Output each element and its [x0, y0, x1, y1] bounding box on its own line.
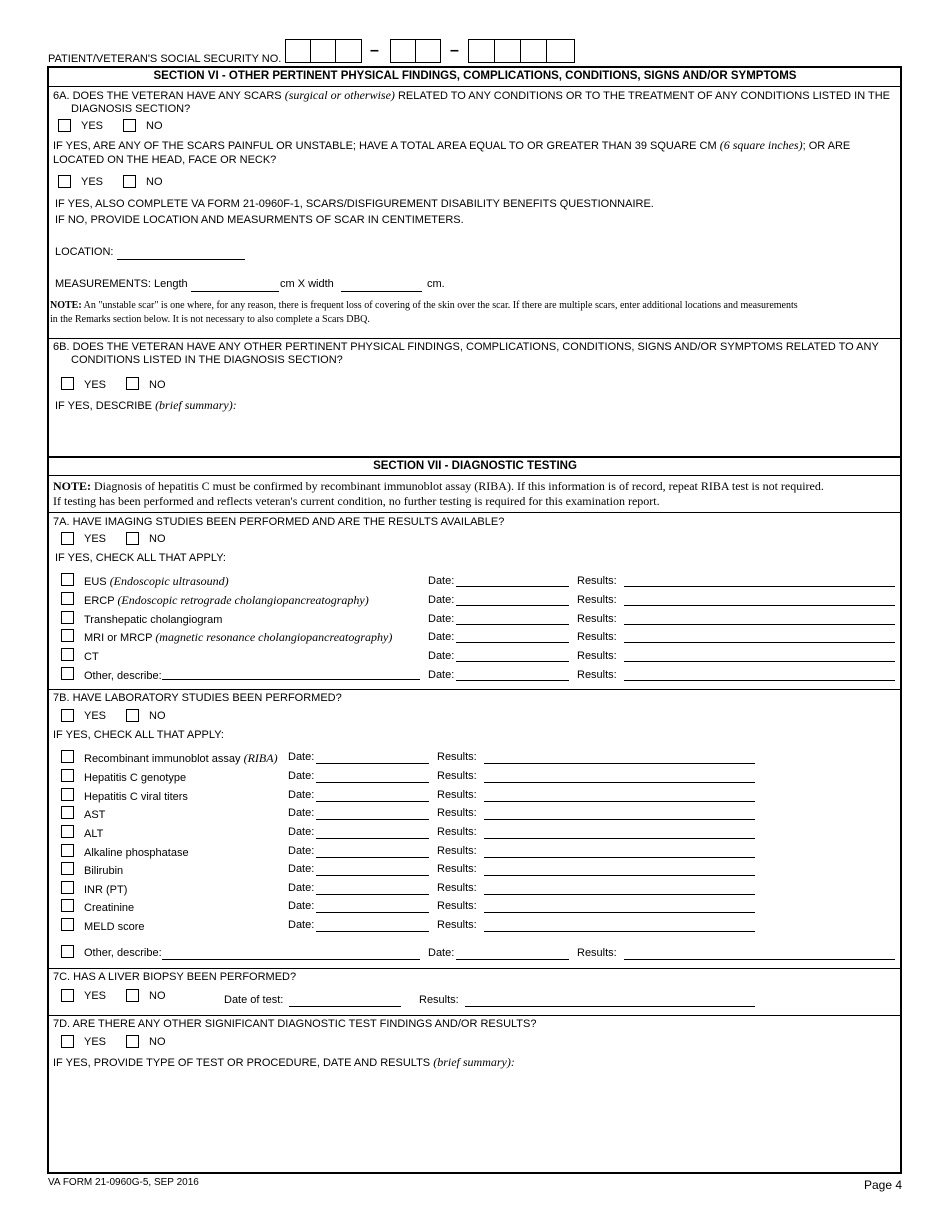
imaging-item-label: Transhepatic cholangiogram — [84, 614, 223, 626]
lab-item-label: MELD score — [84, 921, 145, 933]
q6b-no-label: NO — [149, 379, 166, 391]
q6b-yes-checkbox[interactable] — [61, 377, 74, 390]
q7c-no-checkbox[interactable] — [126, 989, 139, 1002]
lab-results-label: Results: — [437, 807, 477, 819]
location-field[interactable] — [117, 259, 245, 260]
imaging-results-field[interactable] — [624, 624, 895, 625]
q6a-instruction-yes: IF YES, ALSO COMPLETE VA FORM 21-0960F-1, SCARS/DISFIGUREMENT DISABILITY BENEFITS QUESTIONNAIRE. — [55, 198, 654, 210]
imaging-date-field[interactable] — [456, 624, 569, 625]
lab-date-label: Date: — [288, 751, 315, 763]
q7c-question: 7C. HAS A LIVER BIOPSY BEEN PERFORMED? — [53, 971, 297, 983]
lab-item-label: Hepatitis C genotype — [84, 772, 187, 784]
q7b-no-checkbox[interactable] — [126, 709, 139, 722]
lab-other-date-label: Date: — [428, 947, 455, 959]
lab-date-field[interactable] — [316, 857, 429, 858]
lab-results-label: Results: — [437, 845, 477, 857]
imaging-results-field[interactable] — [624, 605, 895, 606]
lab-date-label: Date: — [288, 919, 315, 931]
lab-other-results-field[interactable] — [624, 959, 895, 960]
imaging-date-label: Date: — [428, 631, 455, 643]
lab-results-field[interactable] — [484, 819, 755, 820]
divider — [48, 338, 901, 339]
imaging-item-label: CT — [84, 651, 99, 663]
q7a-question: 7A. HAVE IMAGING STUDIES BEEN PERFORMED AND ARE THE RESULTS AVAILABLE? — [53, 516, 505, 528]
lab-date-label: Date: — [288, 845, 315, 857]
divider — [48, 968, 901, 969]
lab-date-field[interactable] — [316, 782, 429, 783]
imaging-item-label: EUS (Endoscopic ultrasound) — [84, 574, 229, 588]
lab-results-field[interactable] — [484, 838, 755, 839]
ssn-dash-1: – — [370, 42, 379, 59]
q7d-question: 7D. ARE THERE ANY OTHER SIGNIFICANT DIAGNOSTIC TEST FINDINGS AND/OR RESULTS? — [53, 1018, 537, 1030]
lab-results-field[interactable] — [484, 857, 755, 858]
lab-other-results-label: Results: — [577, 947, 617, 959]
q6a-followup-yes-checkbox[interactable] — [58, 175, 71, 188]
q7b-yes-label: YES — [84, 710, 107, 722]
imaging-date-label: Date: — [428, 669, 455, 681]
lab-item-checkbox[interactable] — [61, 788, 74, 801]
q6b-yes-label: YES — [84, 379, 107, 391]
q6a-followup: IF YES, ARE ANY OF THE SCARS PAINFUL OR UNSTABLE; HAVE A TOTAL AREA EQUAL TO OR GREATER THAN 39 SQUARE CM (6 square inches); OR ARE LOCATED ON THE HEAD, FACE OR NECK? — [53, 138, 851, 166]
imaging-item-label: ERCP (Endoscopic retrograde cholangiopancreatography) — [84, 593, 369, 607]
lab-results-label: Results: — [437, 770, 477, 782]
q7b-check-all: IF YES, CHECK ALL THAT APPLY: — [53, 729, 224, 741]
imaging-item-label: Other, describe: — [84, 670, 162, 682]
q7b-question: 7B. HAVE LABORATORY STUDIES BEEN PERFORMED? — [53, 692, 342, 704]
q6b-question: 6B. DOES THE VETERAN HAVE ANY OTHER PERTINENT PHYSICAL FINDINGS, COMPLICATIONS, CONDITIONS, SIGNS AND/OR SYMPTOMS RELATED TO ANY CONDITIONS LISTED IN THE DIAGNOSIS SECTION? — [53, 341, 879, 366]
q7d-yes-label: YES — [84, 1036, 107, 1048]
imaging-item-checkbox[interactable] — [61, 573, 74, 586]
divider — [48, 86, 901, 87]
imaging-results-label: Results: — [577, 650, 617, 662]
lab-date-label: Date: — [288, 789, 315, 801]
q7b-yes-checkbox[interactable] — [61, 709, 74, 722]
imaging-item-checkbox[interactable] — [61, 629, 74, 642]
q7a-no-label: NO — [149, 533, 166, 545]
width-field[interactable] — [341, 291, 422, 292]
q7c-yes-label: YES — [84, 990, 107, 1002]
lab-item-checkbox[interactable] — [61, 899, 74, 912]
section7-note: NOTE: Diagnosis of hepatitis C must be confirmed by recombinant immunoblot assay (RIBA). If this information is of record, repeat RIBA test is not required. If testing has been performed and reflects veteran's current condition, no further testing is required for this examination report. — [53, 479, 824, 508]
q6a-followup-no-label: NO — [146, 176, 163, 188]
lab-date-field[interactable] — [316, 875, 429, 876]
lab-results-field[interactable] — [484, 931, 755, 932]
lab-item-label: ALT — [84, 828, 104, 840]
q6a-no-checkbox[interactable] — [123, 119, 136, 132]
lab-results-field[interactable] — [484, 912, 755, 913]
q6a-instruction-no: IF NO, PROVIDE LOCATION AND MEASURMENTS OF SCAR IN CENTIMETERS. — [55, 214, 464, 226]
imaging-other-describe-field[interactable] — [162, 679, 420, 680]
imaging-results-field[interactable] — [624, 586, 895, 587]
lab-date-field[interactable] — [316, 894, 429, 895]
lab-item-label: Recombinant immunoblot assay (RIBA) — [84, 751, 278, 765]
lab-date-field[interactable] — [316, 801, 429, 802]
q6b-no-checkbox[interactable] — [126, 377, 139, 390]
q6b-describe-label: IF YES, DESCRIBE (brief summary): — [55, 398, 237, 412]
imaging-item-checkbox[interactable] — [61, 611, 74, 624]
ssn-label: PATIENT/VETERAN'S SOCIAL SECURITY NO. — [48, 53, 282, 65]
ssn-dash-2: – — [450, 42, 459, 59]
lab-results-field[interactable] — [484, 875, 755, 876]
measurements-label: MEASUREMENTS: Length — [55, 278, 188, 290]
lab-results-field[interactable] — [484, 763, 755, 764]
lab-item-checkbox[interactable] — [61, 881, 74, 894]
location-label: LOCATION: — [55, 246, 114, 258]
q7c-results-field[interactable] — [465, 1006, 755, 1007]
q6a-question: 6A. DOES THE VETERAN HAVE ANY SCARS (surgical or otherwise) RELATED TO ANY CONDITIONS OR TO THE TREATMENT OF ANY CONDITIONS LISTED IN THE DIAGNOSIS SECTION? — [53, 88, 891, 115]
imaging-date-field[interactable] — [456, 586, 569, 587]
lab-date-label: Date: — [288, 770, 315, 782]
lab-item-checkbox[interactable] — [61, 769, 74, 782]
scar-note: NOTE: An "unstable scar" is one where, for any reason, there is frequent loss of covering of the skin over the scar. If there are multiple scars, enter additional locations and measurements in the Remarks section below. It is not necessary to also complete a Scars DBQ. — [50, 300, 798, 325]
ssn-part2-field[interactable] — [390, 39, 441, 63]
q6a-followup-no-checkbox[interactable] — [123, 175, 136, 188]
lab-date-label: Date: — [288, 900, 315, 912]
q7c-date-label: Date of test: — [224, 994, 284, 1006]
imaging-item-label: MRI or MRCP (magnetic resonance cholangiopancreatography) — [84, 630, 393, 644]
divider — [48, 1015, 901, 1016]
lab-item-checkbox[interactable] — [61, 918, 74, 931]
imaging-results-label: Results: — [577, 575, 617, 587]
lab-results-label: Results: — [437, 751, 477, 763]
imaging-date-field[interactable] — [456, 642, 569, 643]
lab-date-label: Date: — [288, 863, 315, 875]
q7b-no-label: NO — [149, 710, 166, 722]
cm-x-width-label: cm X width — [280, 278, 334, 290]
lab-item-label: Alkaline phosphatase — [84, 847, 189, 859]
q7d-no-label: NO — [149, 1036, 166, 1048]
lab-results-label: Results: — [437, 863, 477, 875]
lab-date-label: Date: — [288, 807, 315, 819]
imaging-date-label: Date: — [428, 650, 455, 662]
q6a-yes-label: YES — [81, 120, 104, 132]
q6a-followup-yes-label: YES — [81, 176, 104, 188]
q7d-provide-label: IF YES, PROVIDE TYPE OF TEST OR PROCEDURE, DATE AND RESULTS (brief summary): — [53, 1055, 515, 1069]
divider — [48, 512, 901, 513]
imaging-item-checkbox[interactable] — [61, 648, 74, 661]
imaging-date-field[interactable] — [456, 605, 569, 606]
lab-results-label: Results: — [437, 900, 477, 912]
q7a-check-all: IF YES, CHECK ALL THAT APPLY: — [55, 552, 226, 564]
q7a-yes-checkbox[interactable] — [61, 532, 74, 545]
q7c-no-label: NO — [149, 990, 166, 1002]
lab-results-label: Results: — [437, 789, 477, 801]
q7c-results-label: Results: — [419, 994, 459, 1006]
q7d-summary-field[interactable] — [53, 1072, 895, 1168]
lab-date-field[interactable] — [316, 819, 429, 820]
imaging-results-field[interactable] — [624, 680, 895, 681]
form-number: VA FORM 21-0960G-5, SEP 2016 — [48, 1177, 199, 1188]
divider — [48, 475, 901, 476]
q7c-yes-checkbox[interactable] — [61, 989, 74, 1002]
section7-title: SECTION VII - DIAGNOSTIC TESTING — [373, 460, 577, 472]
lab-other-describe-field[interactable] — [162, 959, 420, 960]
imaging-item-checkbox[interactable] — [61, 592, 74, 605]
cm-label: cm. — [427, 278, 445, 290]
divider — [48, 456, 901, 458]
q7a-no-checkbox[interactable] — [126, 532, 139, 545]
lab-other-date-field[interactable] — [456, 959, 569, 960]
lab-results-field[interactable] — [484, 894, 755, 895]
q7d-yes-checkbox[interactable] — [61, 1035, 74, 1048]
ssn-part1-field[interactable] — [285, 39, 362, 63]
imaging-results-field[interactable] — [624, 642, 895, 643]
imaging-date-label: Date: — [428, 575, 455, 587]
lab-results-label: Results: — [437, 826, 477, 838]
q7d-no-checkbox[interactable] — [126, 1035, 139, 1048]
lab-date-field[interactable] — [316, 838, 429, 839]
lab-item-label: AST — [84, 809, 106, 821]
lab-item-checkbox[interactable] — [61, 750, 74, 763]
imaging-results-field[interactable] — [624, 661, 895, 662]
section6-title: SECTION VI - OTHER PERTINENT PHYSICAL FINDINGS, COMPLICATIONS, CONDITIONS, SIGNS AND/OR SYMPTOMS — [153, 70, 797, 82]
divider — [48, 689, 901, 690]
lab-date-field[interactable] — [316, 931, 429, 932]
lab-item-checkbox[interactable] — [61, 862, 74, 875]
imaging-date-label: Date: — [428, 594, 455, 606]
lab-results-field[interactable] — [484, 782, 755, 783]
q7a-yes-label: YES — [84, 533, 107, 545]
lab-item-label: INR (PT) — [84, 884, 128, 896]
q6a-no-label: NO — [146, 120, 163, 132]
length-field[interactable] — [191, 291, 279, 292]
lab-results-field[interactable] — [484, 801, 755, 802]
lab-other-label: Other, describe: — [84, 947, 162, 959]
imaging-results-label: Results: — [577, 631, 617, 643]
lab-item-checkbox[interactable] — [61, 825, 74, 838]
lab-date-field[interactable] — [316, 763, 429, 764]
imaging-date-label: Date: — [428, 613, 455, 625]
lab-results-label: Results: — [437, 919, 477, 931]
q6a-yes-checkbox[interactable] — [58, 119, 71, 132]
lab-date-label: Date: — [288, 826, 315, 838]
lab-item-checkbox[interactable] — [61, 806, 74, 819]
lab-date-label: Date: — [288, 882, 315, 894]
q6b-describe-field[interactable] — [55, 414, 895, 454]
lab-item-label: Bilirubin — [84, 865, 124, 877]
q7c-date-field[interactable] — [289, 1006, 401, 1007]
imaging-results-label: Results: — [577, 594, 617, 606]
lab-other-checkbox[interactable] — [61, 945, 74, 958]
page-number: Page 4 — [864, 1178, 903, 1192]
imaging-item-checkbox[interactable] — [61, 667, 74, 680]
imaging-date-field[interactable] — [456, 680, 569, 681]
lab-results-label: Results: — [437, 882, 477, 894]
lab-item-label: Creatinine — [84, 902, 135, 914]
lab-item-checkbox[interactable] — [61, 844, 74, 857]
imaging-date-field[interactable] — [456, 661, 569, 662]
ssn-part3-field[interactable] — [468, 39, 575, 63]
lab-item-label: Hepatitis C viral titers — [84, 791, 188, 803]
imaging-results-label: Results: — [577, 613, 617, 625]
imaging-results-label: Results: — [577, 669, 617, 681]
lab-date-field[interactable] — [316, 912, 429, 913]
